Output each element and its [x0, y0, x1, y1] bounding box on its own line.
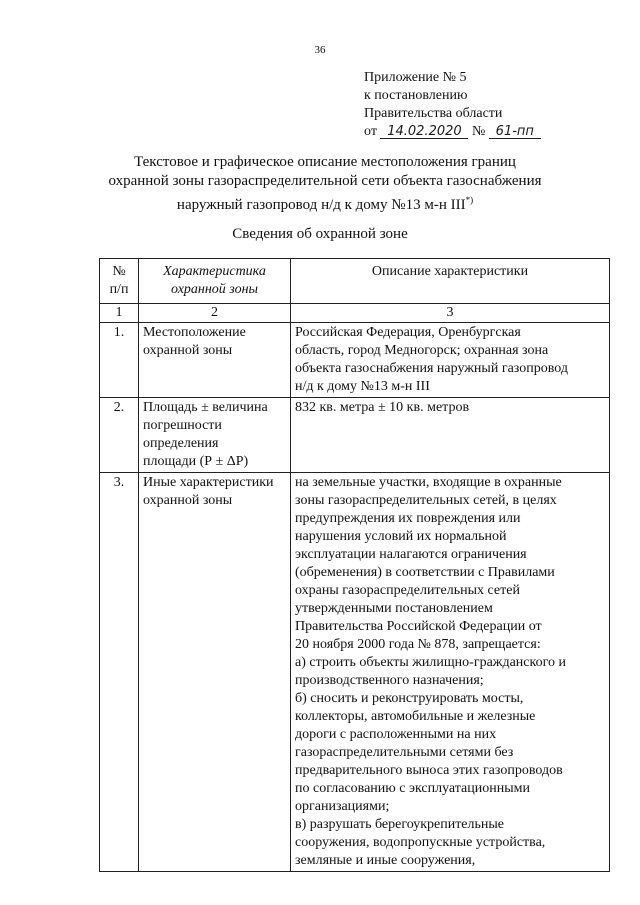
- characteristic-line: охранной зоны: [143, 493, 233, 508]
- table-row: [100, 323, 610, 398]
- row-number: 3.: [100, 473, 139, 872]
- section-subtitle: Сведения об охранной зоне: [232, 226, 408, 242]
- handwritten-date: 14.02.2020: [380, 125, 468, 139]
- header-description: Описание характеристики: [291, 259, 610, 304]
- number-sign: №: [471, 124, 486, 139]
- characteristic-line: погрешности: [143, 418, 222, 433]
- description-line: Российская Федерация, Оренбургская: [295, 325, 521, 340]
- header-characteristic: [139, 259, 291, 304]
- table-row: [100, 398, 610, 473]
- characteristic-line: определения: [143, 436, 219, 451]
- row-characteristic: [139, 398, 291, 473]
- description-line: область, город Медногорск; охранная зона: [295, 343, 549, 358]
- from-label: от: [364, 124, 377, 139]
- characteristic-line: Иные характеристики: [143, 475, 274, 490]
- header-characteristic-line-1: Характеристика: [163, 264, 266, 279]
- footnote-mark: *): [465, 195, 474, 205]
- table-row: [100, 473, 610, 872]
- column-number: 3: [291, 304, 610, 323]
- title-line-2: охранной зоны газораспределительной сети объекта газоснабжения: [108, 173, 542, 189]
- appendix-line-2: к постановлению: [364, 88, 468, 103]
- row-description: [291, 473, 610, 872]
- description-line: земляные и иные сооружения,: [295, 853, 476, 868]
- description-line: на земельные участки, входящие в охранные: [295, 475, 562, 490]
- description-line: предупреждения их повреждения или: [295, 511, 521, 526]
- title-line-1: Текстовое и графическое описание местоположения границ: [134, 154, 516, 170]
- appendix-block: [364, 69, 541, 141]
- description-line: Правительства Российской Федерации от: [295, 619, 542, 634]
- table-body: [100, 323, 610, 872]
- column-number-row: [100, 304, 610, 323]
- header-number-line-2: п/п: [109, 282, 129, 297]
- row-number: 2.: [100, 398, 139, 473]
- row-description: [291, 323, 610, 398]
- description-line: производственного назначения;: [295, 673, 484, 688]
- description-line: нарушения условий их нормальной: [295, 529, 507, 544]
- header-number-line-1: №: [112, 264, 126, 279]
- characteristic-line: охранной зоны: [143, 343, 233, 358]
- description-line: организациями;: [295, 799, 390, 814]
- header-characteristic-line-2: охранной зоны: [170, 282, 259, 297]
- column-number: 1: [100, 304, 139, 323]
- description-line: охраны газораспределительных сетей: [295, 583, 520, 598]
- protection-zone-table: [99, 258, 610, 872]
- characteristic-line: Местоположение: [143, 325, 246, 340]
- description-line: эксплуатации налагаются ограничения: [295, 547, 527, 562]
- description-line: утвержденными постановлением: [295, 601, 493, 616]
- appendix-line-3: Правительства области: [364, 106, 503, 121]
- description-line: предварительного выноса этих газопроводов: [295, 763, 563, 778]
- row-characteristic: [139, 473, 291, 872]
- description-line: газораспределительными сетями без: [295, 745, 514, 760]
- column-number: 2: [139, 304, 291, 323]
- description-line: н/д к дому №13 м-н III: [295, 379, 430, 394]
- characteristic-line: Площадь ± величина: [143, 400, 268, 415]
- row-number: 1.: [100, 323, 139, 398]
- handwritten-number: 61-пп: [489, 125, 541, 139]
- description-line: б) сносить и реконструировать мосты,: [295, 691, 524, 706]
- description-line: в) разрушать берегоукрепительные: [295, 817, 505, 832]
- table-header-row: [100, 259, 610, 304]
- appendix-line-1: Приложение № 5: [364, 70, 467, 85]
- characteristic-line: площади (Р ± ΔР): [143, 454, 249, 469]
- appendix-date-line: [364, 123, 541, 141]
- header-number: [100, 259, 139, 304]
- row-description: [291, 398, 610, 473]
- description-line: объекта газоснабжения наружный газопровод: [295, 361, 568, 376]
- title-line-3-text: наружный газопровод н/д к дому №13 м-н III: [176, 197, 466, 213]
- description-line: 832 кв. метра ± 10 кв. метров: [295, 400, 470, 415]
- description-line: коллекторы, автомобильные и железные: [295, 709, 536, 724]
- description-line: по согласованию с эксплуатационными: [295, 781, 530, 796]
- title-line-3: [60, 191, 590, 215]
- description-line: сооружения, водопропускные устройства,: [295, 835, 546, 850]
- description-line: 20 ноября 2000 года № 878, запрещается:: [295, 637, 541, 652]
- document-title: [60, 153, 590, 215]
- page-number: 36: [314, 44, 326, 56]
- description-line: а) строить объекты жилищно-гражданского и: [295, 655, 566, 670]
- description-line: дороги с расположенными на них: [295, 727, 497, 742]
- description-line: (обременения) в соответствии с Правилами: [295, 565, 555, 580]
- row-characteristic: [139, 323, 291, 398]
- description-line: зоны газораспределительных сетей, в целях: [295, 493, 557, 508]
